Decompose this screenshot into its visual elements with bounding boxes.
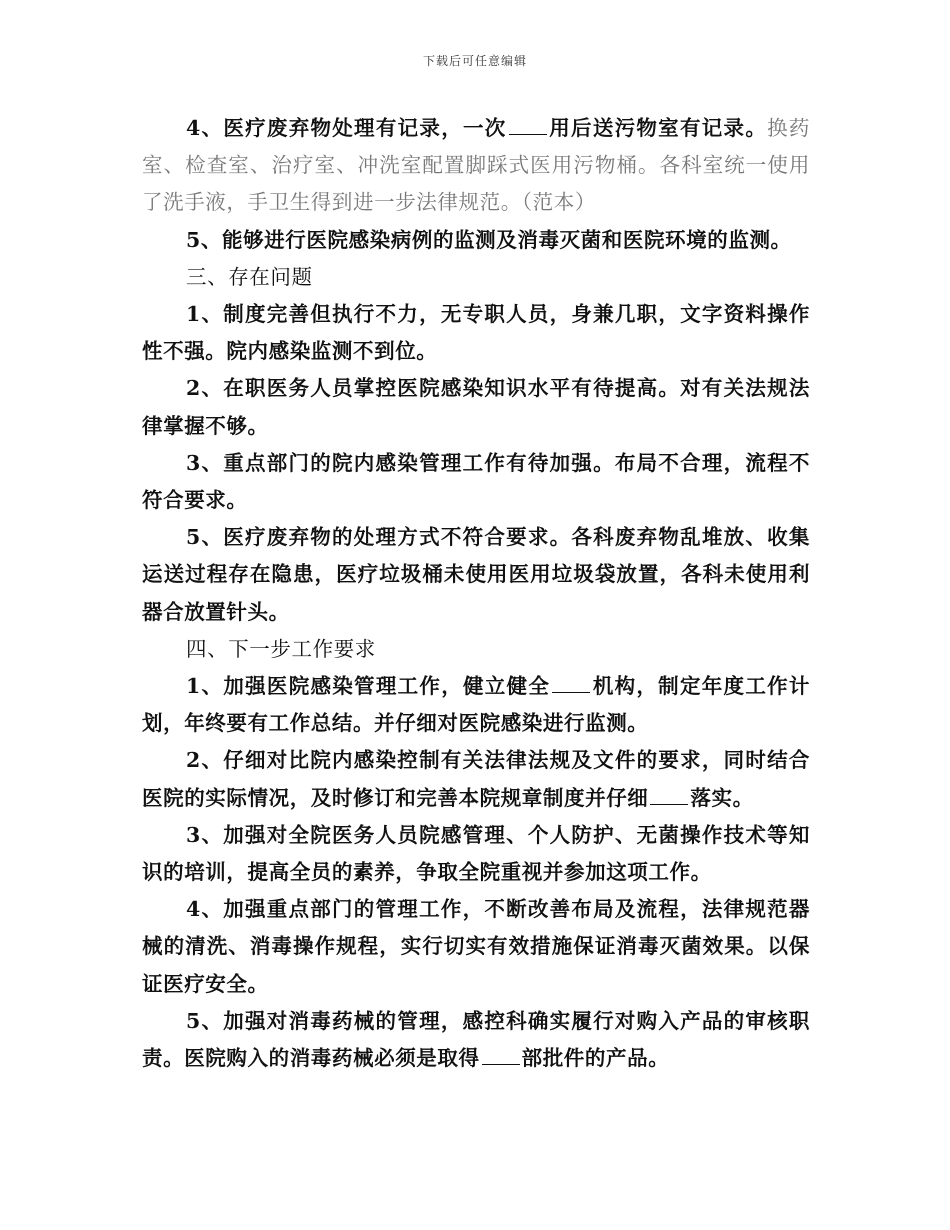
paragraph-text: 5、加强对消毒药械的管理，感控科确实履行对购入产品的审核职责。医院购入的消毒药械必须是取得 (142, 1008, 810, 1071)
section-heading-next-steps: 四、下一步工作要求 (186, 636, 376, 661)
paragraph-text: 部批件的产品。 (521, 1046, 670, 1071)
fill-in-blank (509, 116, 547, 135)
paragraph-problem-5: 5、医疗废弃物的处理方式不符合要求。各科废弃物乱堆放、收集运送过程存在隐患，医疗垃圾桶未使用医用垃圾袋放置，各科未使用利器合放置针头。 (142, 525, 810, 624)
paragraph-text-gray: 换药室、检查室、治疗室、冲洗室配置脚踩式医用污物桶。各科室统一使用了洗手液，手卫生得到进一步法律规范。（范本） (142, 116, 811, 215)
paragraph-text: 2、仔细对比院内感染控制有关法律法规及文件的要求，同时结合医院的实际情况，及时修订和完善本院规章制度并仔细 (142, 748, 810, 810)
page-header: 下载后可任意编辑 (422, 54, 527, 68)
fill-in-blank (650, 786, 688, 805)
fill-in-blank (552, 674, 590, 693)
paragraph-requirement-2 (142, 742, 810, 816)
paragraph-requirement-5 (142, 1003, 810, 1077)
paragraph-problem-2: 2、在职医务人员掌控医院感染知识水平有待提高。对有关法规法律掌握不够。 (142, 376, 810, 438)
document-body (142, 110, 810, 1077)
section-heading-problems: 三、存在问题 (186, 264, 313, 289)
paragraph-text: 机构，制定年度工作计划，年终要有工作总结。并仔细对医院感染进行监测。 (142, 674, 811, 736)
fill-in-blank (482, 1046, 520, 1065)
paragraph-text: 用后送污物室有记录。 (548, 116, 768, 140)
paragraph-infection-monitoring: 5、能够进行医院感染病例的监测及消毒灭菌和医院环境的监测。 (186, 227, 792, 252)
paragraph-requirement-3: 3、加强对全院医务人员院感管理、个人防护、无菌操作技术等知识的培训，提高全员的素养，争取全院重视并参加这项工作。 (142, 822, 810, 885)
paragraph-text: 1、加强医院感染管理工作，健立健全 (186, 674, 551, 699)
paragraph-text: 4、医疗废弃物处理有记录，一次 (186, 116, 507, 140)
paragraph-problem-3: 3、重点部门的院内感染管理工作有待加强。布局不合理，流程不符合要求。 (142, 450, 810, 513)
paragraph-requirement-4: 4、加强重点部门的管理工作，不断改善布局及流程，法律规范器械的清洗、消毒操作规程，实行切实有效措施保证消毒灭菌效果。以保证医疗安全。 (142, 897, 810, 996)
paragraph-problem-1: 1、制度完善但执行不力，无专职人员，身兼几职，文字资料操作性不强。院内感染监测不到位。 (142, 302, 810, 364)
paragraph-text: 落实。 (690, 785, 754, 810)
paragraph-requirement-1 (142, 668, 810, 742)
paragraph-medical-waste-records (142, 110, 810, 222)
